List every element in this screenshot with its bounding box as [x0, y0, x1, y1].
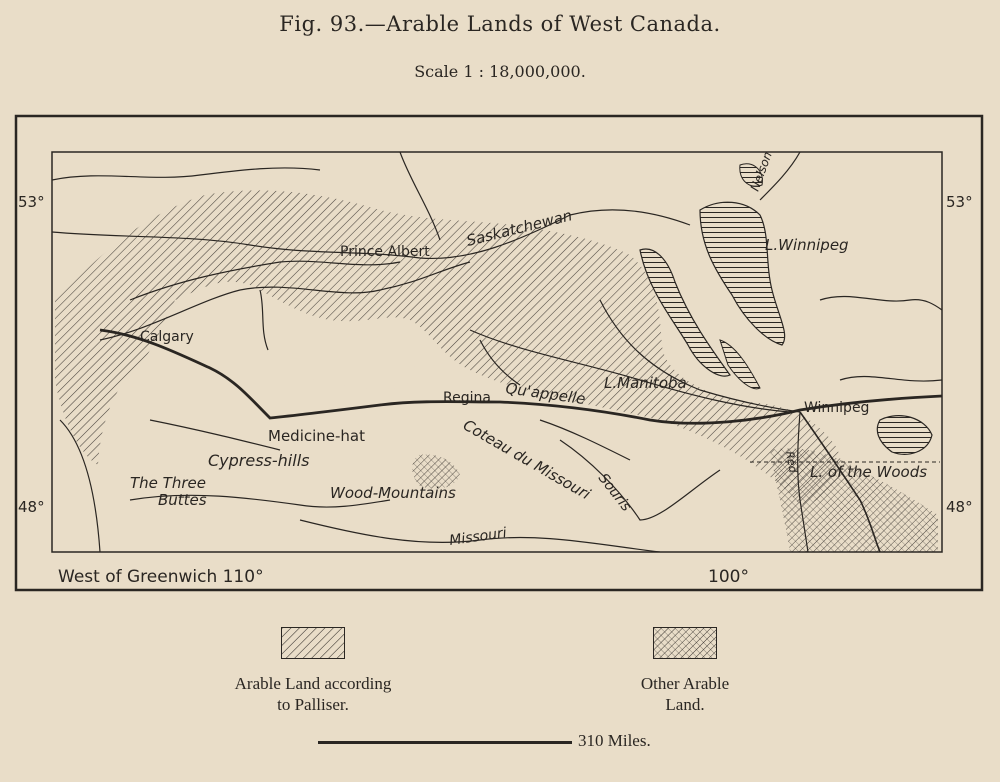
legend-palliser-line-2: to Palliser. [277, 695, 349, 714]
place-saskatchewan: Saskatchewan [464, 206, 575, 250]
lake-of-the-woods [877, 416, 932, 455]
place-lake-winnipeg: L.Winnipeg [765, 236, 849, 254]
place-lake-manitoba: L.Manitoba [604, 374, 687, 392]
place-medicine-hat: Medicine-hat [268, 427, 366, 445]
place-winnipeg: Winnipeg [804, 400, 870, 416]
river-souris [560, 440, 720, 520]
scale-bar-label: 310 Miles. [578, 731, 651, 750]
lon-label-100: 100° [708, 567, 749, 587]
place-nelson: Nelson [747, 149, 775, 194]
place-lake-of-the-woods: L. of the Woods [810, 463, 928, 481]
legend-label-other [590, 673, 780, 715]
lake-winnipegosis [720, 340, 760, 389]
river-east-1 [820, 296, 942, 310]
place-quappelle: Qu'appelle [504, 379, 587, 409]
place-red: Red [783, 450, 800, 474]
legend-swatch-palliser [281, 627, 345, 659]
lon-label-110: West of Greenwich 110° [58, 567, 264, 587]
river-small-4 [540, 420, 630, 460]
place-wood-mountains: Wood-Mountains [330, 484, 456, 502]
legend-palliser-line-1: Arable Land according [234, 674, 392, 693]
scale-bar [318, 741, 572, 744]
lat-label-53-right: 53° [946, 193, 973, 211]
place-regina: Regina [443, 390, 491, 406]
figure-title: Fig. 93.—Arable Lands of West Canada. [279, 12, 721, 36]
place-coteau-du-missouri: Coteau du Missouri [460, 415, 594, 504]
lat-label-48-right: 48° [946, 498, 973, 516]
legend-swatch-other [653, 627, 717, 659]
place-souris: Souris [594, 470, 635, 515]
lat-label-53-left: 53° [18, 193, 45, 211]
river-northwest [52, 168, 320, 180]
place-missouri: Missouri [448, 525, 508, 549]
river-east-2 [840, 376, 942, 381]
place-three-buttes-2: Buttes [158, 491, 207, 509]
legend-label-palliser [180, 673, 446, 715]
place-cypress-hills: Cypress-hills [208, 451, 310, 470]
legend-other-line-1: Other Arable [640, 674, 730, 693]
legend-other-line-2: Land. [665, 695, 705, 714]
place-prince-albert: Prince Albert [340, 244, 430, 260]
place-calgary: Calgary [140, 329, 194, 345]
lat-label-48-left: 48° [18, 498, 45, 516]
lake-winnipeg [700, 202, 785, 345]
river-small-3 [150, 420, 280, 450]
place-three-buttes-1: The Three [130, 474, 206, 492]
figure-scale: Scale 1 : 18,000,000. [414, 62, 586, 81]
